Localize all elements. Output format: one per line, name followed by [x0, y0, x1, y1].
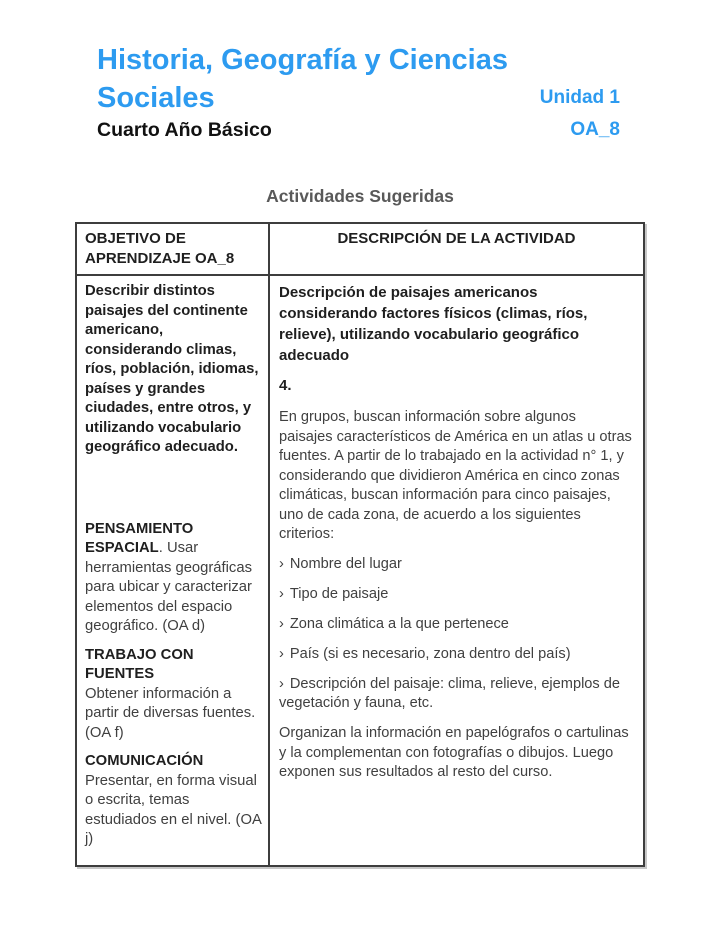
criteria-item-text: Zona climática a la que pertenece — [289, 615, 509, 632]
skill-title: COMUNICACIÓN — [85, 753, 204, 769]
document-header — [97, 41, 620, 143]
criteria-item-text: Tipo de paisaje — [289, 585, 389, 602]
activities-table — [75, 222, 645, 867]
skill-title: TRABAJO CON FUENTES — [85, 646, 194, 682]
skill-text: Obtener información a partir de diversas fuentes. (OA f) — [85, 685, 256, 741]
criteria-item-text: Nombre del lugar — [289, 555, 402, 572]
criteria-list — [279, 555, 633, 714]
criteria-item — [279, 555, 633, 575]
header-meta-block — [540, 79, 620, 143]
chevron-bullet-icon: › — [279, 675, 284, 692]
course-subtitle: Cuarto Año Básico — [97, 119, 272, 141]
objective-cell — [76, 275, 269, 866]
table-body-row — [76, 275, 644, 866]
chevron-bullet-icon: › — [279, 555, 284, 572]
skill-comunicacion — [85, 752, 264, 850]
skill-text: . Usar herramientas geográficas para ubicar y caracterizar elementos del espacio geográfico. (OA d) — [85, 540, 252, 634]
criteria-item-text: País (si es necesario, zona dentro del país) — [289, 645, 571, 662]
activity-cell — [269, 275, 644, 866]
table-header-row — [76, 223, 644, 275]
criteria-item — [279, 675, 633, 714]
description-column-header: DESCRIPCIÓN DE LA ACTIVIDAD — [269, 223, 644, 275]
chevron-bullet-icon: › — [279, 585, 284, 602]
criteria-item — [279, 585, 633, 605]
activity-intro: En grupos, buscan información sobre algunos paisajes característicos de América en un atlas u otras fuentes. A partir de lo trabajado en la actividad n° 1, y considerando que dividieron América en cinco zonas climáticas, buscan información para cinco paisajes, uno de cada zona, de acuerdo a los siguientes criterios: — [279, 409, 632, 542]
criteria-item — [279, 645, 633, 665]
criteria-item — [279, 615, 633, 635]
activity-heading: Descripción de paisajes americanos considerando factores físicos (climas, ríos, relieve), utilizando vocabulario geográfico adecuado — [279, 284, 588, 364]
skills-block — [85, 520, 264, 850]
chevron-bullet-icon: › — [279, 645, 284, 662]
skill-pensamiento-espacial — [85, 520, 264, 637]
criteria-item-text: Descripción del paisaje: clima, relieve, ejemplos de vegetación y fauna, etc. — [279, 675, 621, 711]
unit-label: Unidad 1 — [539, 87, 620, 108]
skill-trabajo-con-fuentes — [85, 646, 264, 744]
skill-text: Presentar, en forma visual o escrita, temas estudiados en el nivel. (OA j) — [85, 772, 262, 847]
objective-column-header: OBJETIVO DE APRENDIZAJE OA_8 — [76, 223, 269, 275]
objective-main-text: Describir distintos paisajes del continente americano, considerando climas, ríos, población, idiomas, países y grandes ciudades, entre otros, y utilizando vocabulario geográfico adecuado. — [85, 283, 259, 455]
activity-number: 4. — [279, 377, 292, 394]
page-title: Historia, Geografía y Ciencias Sociales — [97, 44, 508, 114]
section-heading: Actividades Sugeridas — [266, 186, 454, 206]
oa-label: OA_8 — [570, 119, 620, 140]
activity-closing: Organizan la información en papelógrafos o cartulinas y la complementan con fotografías o dibujos. Luego exponen sus resultados al resto del curso. — [279, 725, 629, 780]
skill-title: PENSAMIENTO ESPACIAL — [85, 520, 194, 556]
header-title-block — [97, 41, 540, 143]
chevron-bullet-icon: › — [279, 615, 284, 632]
